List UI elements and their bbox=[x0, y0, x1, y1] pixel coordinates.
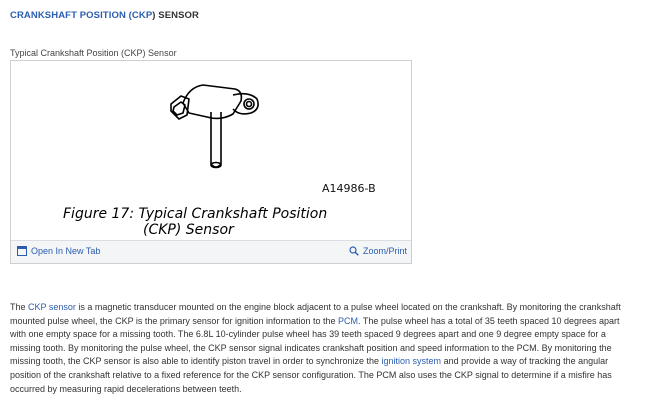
figure-title-line-2: (CKP) Sensor bbox=[143, 221, 234, 238]
figure-code-label: A14986-B bbox=[322, 182, 376, 195]
ignition-system-link[interactable]: ignition system bbox=[381, 356, 442, 367]
description-paragraph bbox=[10, 301, 635, 396]
title-part-1: CRANKSHAFT POSITION ( bbox=[10, 10, 132, 21]
figure-toolbar bbox=[11, 240, 411, 263]
figure-title-line-1: Figure 17: Typical Crankshaft Position bbox=[63, 206, 328, 222]
magnifier-icon bbox=[349, 246, 359, 256]
zoom-print-label: Zoom/Print bbox=[362, 246, 407, 256]
figure-title bbox=[63, 207, 327, 238]
zoom-print-button[interactable] bbox=[349, 246, 407, 256]
title-ckp-link[interactable]: CKP bbox=[131, 10, 153, 21]
body-text-4: and provide a way of tracking the angular position of the crankshaft relative to a fixed reference for the CKP sensor configuration. The PCM also uses the CKP signal to determine if a misfire has occurred by measuring rapid decelerations between teeth. bbox=[10, 356, 612, 394]
open-in-new-tab-label: Open In New Tab bbox=[31, 246, 101, 256]
figure-caption: Typical Crankshaft Position (CKP) Sensor bbox=[10, 48, 177, 58]
pcm-link[interactable]: PCM bbox=[338, 315, 359, 326]
ckp-sensor-link[interactable]: CKP sensor bbox=[28, 302, 76, 312]
open-in-new-tab-button[interactable] bbox=[17, 246, 100, 256]
body-text-1: The bbox=[10, 302, 29, 312]
external-tab-icon bbox=[17, 246, 27, 256]
page-title bbox=[10, 10, 199, 21]
figure-container bbox=[10, 60, 412, 264]
body-text-3: . The pulse wheel has a total of 35 teeth spaced 10 degrees apart with one empty space for a missing tooth. The 6.8L 10-cylinder pulse wheel has 39 teeth spaced 9 degrees apart and one 9 degree empty space for a missing tooth. By monitoring the pulse wheel, the CKP sensor signal indicates crankshaft position and speed information to the PCM. By monitoring the missing tooth, the CKP sensor is also able to identify piston travel in order to synchronize the bbox=[10, 315, 620, 367]
title-part-3: ) SENSOR bbox=[152, 10, 199, 21]
body-text-2: is a magnetic transducer mounted on the engine block adjacent to a pulse wheel located on the crankshaft. By monitoring the crankshaft mounted pulse wheel, the CKP is the primary sensor for ignition information to the bbox=[10, 302, 621, 326]
